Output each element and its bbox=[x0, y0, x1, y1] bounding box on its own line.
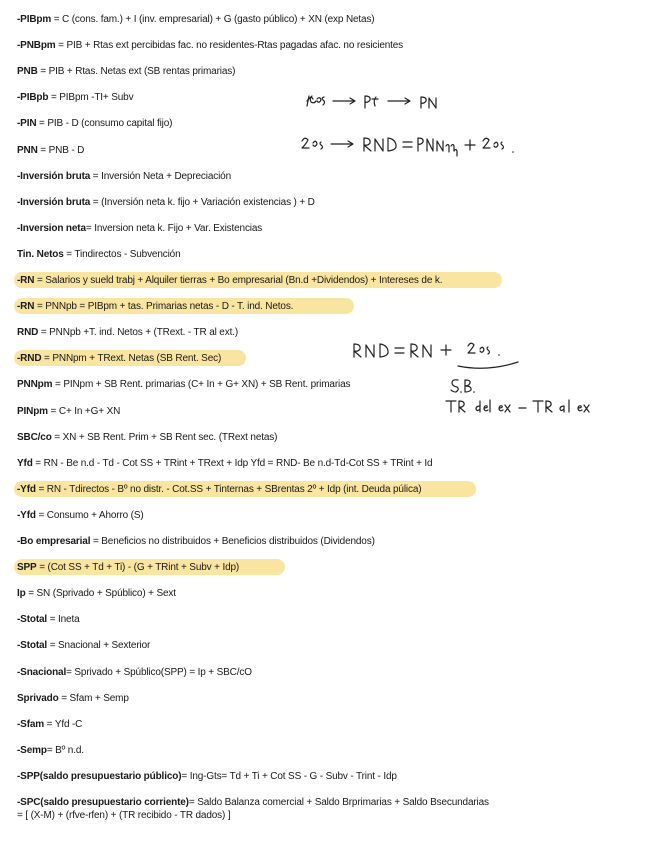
formula-definition: = XN + SB Rent. Prim + SB Rent sec. (TRext netas) bbox=[51, 432, 278, 443]
formula-line bbox=[17, 457, 432, 470]
formula-line bbox=[17, 378, 350, 391]
formula-definition: = Sprivado + Spúblico(SPP) = Ip + SBC/cO bbox=[66, 667, 252, 678]
formula-term: -Stotal bbox=[17, 614, 48, 625]
formula-definition: = RN - Tdirectos - Bº no distr. - Cot.SS + Tinternas + SBrentas 2º + Idp (int. Deuda púlica) bbox=[35, 484, 422, 495]
formula-definition: = PNNpb +T. ind. Netos + (TRext. - TR al ext.) bbox=[38, 327, 239, 338]
formula-line bbox=[17, 587, 176, 600]
formula-line bbox=[17, 13, 375, 26]
formula-definition: = C+ In +G+ XN bbox=[47, 406, 121, 417]
formula-definition: = PNNpb = PIBpm + tas. Primarias netas - D - T. ind. Netos. bbox=[34, 301, 294, 312]
formula-term: -Inversion neta bbox=[17, 223, 86, 234]
formula-definition: = Inversion neta k. Fijo + Var. Existencias bbox=[85, 223, 263, 234]
formula-continuation: = [ (X-M) + (rfve-rfen) + (TR recibido - TR dados) ] bbox=[17, 810, 231, 821]
formula-definition: = Tindirectos - Subvención bbox=[63, 249, 181, 260]
formula-definition: = PNB - D bbox=[37, 145, 85, 156]
formula-line bbox=[17, 117, 172, 130]
formula-line bbox=[17, 770, 397, 783]
formula-line bbox=[17, 222, 262, 235]
formula-term: -Yfd bbox=[17, 484, 36, 495]
formula-line bbox=[17, 431, 277, 444]
formula-line bbox=[17, 692, 129, 705]
formula-line bbox=[17, 744, 84, 757]
formula-definition: = PIB + Rtas ext percibidas fac. no residentes-Rtas pagadas afac. no resicientes bbox=[55, 40, 404, 51]
formula-definition: = (Cot SS + Td + Ti) - (G + TRint + Subv + Idp) bbox=[36, 562, 240, 573]
formula-term: -RND bbox=[17, 353, 42, 364]
formula-term: SPP bbox=[17, 562, 37, 573]
formula-term: SBC/co bbox=[17, 432, 52, 443]
formula-term: -Bo empresarial bbox=[17, 536, 91, 547]
formula-term: -Inversión bruta bbox=[17, 197, 91, 208]
formula-line bbox=[17, 300, 293, 313]
formula-line bbox=[17, 352, 221, 365]
formula-line bbox=[17, 561, 239, 574]
formula-definition: = Consumo + Ahorro (S) bbox=[35, 510, 144, 521]
formula-term: -RN bbox=[17, 301, 35, 312]
formula-line bbox=[17, 144, 84, 157]
formula-definition: = Saldo Balanza comercial + Saldo Brprimarias + Saldo Bsecundarias bbox=[188, 797, 489, 808]
formula-line bbox=[17, 65, 235, 78]
formula-definition: = Beneficios no distribuidos + Beneficios distribuidos (Dividendos) bbox=[90, 536, 375, 547]
formula-term: PNNpm bbox=[17, 379, 53, 390]
formula-definition: = Ing-Gts= Td + Ti + Cot SS - G - Subv - Trint - Idp bbox=[181, 771, 397, 782]
formula-term: -PIBpb bbox=[17, 92, 49, 103]
formula-definition: = SN (Sprivado + Spúblico) + Sext bbox=[25, 588, 176, 599]
formula-term: -Inversión bruta bbox=[17, 171, 91, 182]
formula-line bbox=[17, 666, 252, 679]
formula-term: -Stotal bbox=[17, 640, 48, 651]
formula-definition: = PIB + Rtas. Netas ext (SB rentas primarias) bbox=[37, 66, 236, 77]
formula-term: Ip bbox=[17, 588, 26, 599]
formula-term: -PIBpm bbox=[17, 14, 52, 25]
formula-definition: = PINpm + SB Rent. primarias (C+ In + G+ XN) + SB Rent. primarias bbox=[52, 379, 351, 390]
formula-definition: = RN - Be n.d - Td - Cot SS + TRint + TRext + Idp Yfd = RND- Be n.d-Td-Cot SS + TRint + Id bbox=[32, 458, 433, 469]
formula-term: -SPP(saldo presupuestario público) bbox=[17, 771, 182, 782]
formula-definition: = Salarios y sueld trabj + Alquiler tierras + Bo empresarial (Bn.d +Dividendos) + Intereses de k. bbox=[34, 275, 443, 286]
formula-definition: = PIBpm -TI+ Subv bbox=[48, 92, 134, 103]
formula-line bbox=[17, 326, 238, 339]
formula-line bbox=[17, 796, 489, 809]
formula-term: -Semp bbox=[17, 745, 47, 756]
formula-term: -Snacional bbox=[17, 667, 67, 678]
formula-line bbox=[17, 91, 133, 104]
formula-line bbox=[17, 535, 375, 548]
formula-line bbox=[17, 639, 150, 652]
formula-line bbox=[17, 483, 421, 496]
formula-line bbox=[17, 196, 315, 209]
formula-definition: = Sfam + Semp bbox=[58, 693, 129, 704]
formula-term: PNB bbox=[17, 66, 38, 77]
formula-definition: = Inversión Neta + Depreciación bbox=[90, 171, 232, 182]
formula-term: -SPC(saldo presupuestario corriente) bbox=[17, 797, 189, 808]
formula-term: -RN bbox=[17, 275, 35, 286]
formula-term: -Yfd bbox=[17, 510, 36, 521]
formula-definition: = (Inversión neta k. fijo + Variación existencias ) + D bbox=[90, 197, 315, 208]
formula-definition: = Snacional + Sexterior bbox=[47, 640, 151, 651]
formula-term: -PIN bbox=[17, 118, 37, 129]
formula-definition: = Bº n.d. bbox=[46, 745, 84, 756]
formula-term: PNN bbox=[17, 145, 38, 156]
formula-definition: = Ineta bbox=[47, 614, 80, 625]
formula-term: Yfd bbox=[17, 458, 33, 469]
formula-line bbox=[17, 39, 403, 52]
formula-line bbox=[17, 405, 120, 418]
formula-term: -PNBpm bbox=[17, 40, 56, 51]
formula-line bbox=[17, 170, 231, 183]
formula-term: -Sfam bbox=[17, 719, 45, 730]
formula-definition: = Yfd -C bbox=[44, 719, 83, 730]
formula-line bbox=[17, 248, 181, 261]
formula-line bbox=[17, 509, 144, 522]
formula-line bbox=[17, 274, 442, 287]
formula-definition: = PNNpm + TRext. Netas (SB Rent. Sec) bbox=[41, 353, 222, 364]
formula-definition: = C (cons. fam.) + I (inv. empresarial) + G (gasto público) + XN (exp Netas) bbox=[51, 14, 375, 25]
formula-line bbox=[17, 613, 80, 626]
formula-line bbox=[17, 718, 82, 731]
formula-term: PINpm bbox=[17, 406, 48, 417]
formula-term: Sprivado bbox=[17, 693, 59, 704]
formula-term: Tin. Netos bbox=[17, 249, 64, 260]
formula-definition: = PIB - D (consumo capital fijo) bbox=[36, 118, 173, 129]
formula-term: RND bbox=[17, 327, 39, 338]
